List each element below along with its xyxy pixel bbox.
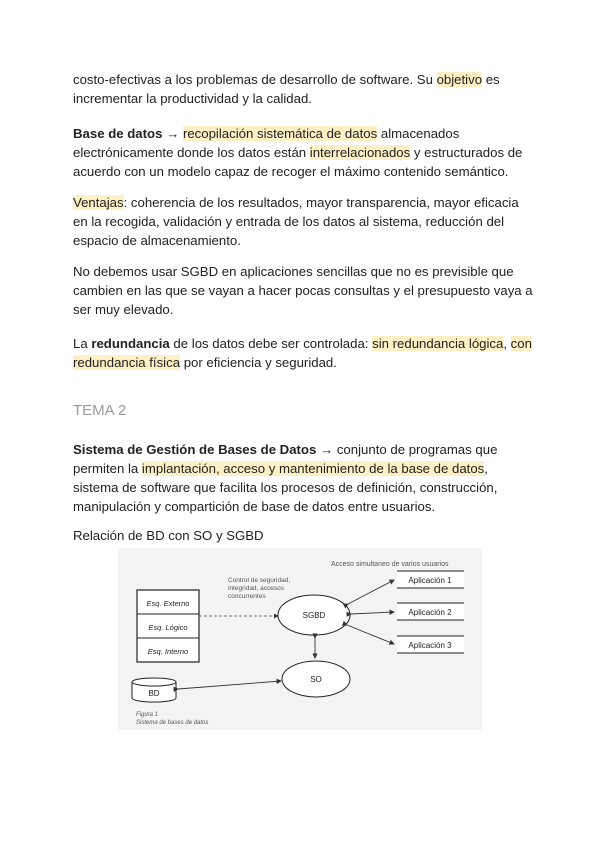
paragraph-no-usar-sgbd <box>73 262 533 319</box>
esq-logico: Esq. Lógico <box>148 623 188 632</box>
text: → conjunto de programas que permiten la <box>73 442 498 476</box>
text: de los datos debe ser controlada: <box>169 336 373 351</box>
highlight-ventajas: Ventajas <box>73 195 124 210</box>
bd-so-arrow <box>178 681 281 689</box>
bd-label: BD <box>148 689 160 698</box>
highlight-objetivo: objetivo <box>436 72 483 87</box>
arrow-text: → <box>162 126 183 141</box>
figure-diagram <box>118 548 482 730</box>
text: : coherencia de los resultados, mayor transparencia, mayor eficacia en la recogida, validación y entrada de los datos al sistema, reducción del espacio de almacenamiento. <box>73 195 519 248</box>
figure-heading: Relación de BD con SO y SGBD <box>73 528 264 543</box>
so-label: SO <box>310 675 322 684</box>
text: es incrementar la productividad y la calidad. <box>73 72 500 106</box>
term-base-de-datos: Base de datos <box>73 126 163 141</box>
text: y estructurados de acuerdo con un modelo capaz de recoger el máximo contenido semántico. <box>73 145 523 179</box>
highlight-sin-redundancia: sin redundancia lógica <box>372 336 504 351</box>
highlight-con-redundancia: con redundancia física <box>73 336 532 370</box>
caption-figura: Figura 1 <box>136 712 159 718</box>
caption-sistema: Sistema de bases de datos <box>136 720 209 726</box>
term-sgbd: Sistema de Gestión de Bases de Datos <box>73 442 317 457</box>
esq-externo: Esq. Externo <box>146 599 190 608</box>
text: , <box>503 336 511 351</box>
text: almacenados electrónicamente donde los datos están <box>73 126 460 160</box>
app2-label: Aplicación 2 <box>408 608 452 617</box>
paragraph-intro <box>73 70 533 108</box>
highlight-interrelacionados: interrelacionados <box>309 145 411 160</box>
paragraph-redundancia <box>73 334 533 372</box>
bd-cylinder-top <box>132 678 176 686</box>
text: La <box>73 336 92 351</box>
control-label-2: integridad, accesos <box>228 585 285 592</box>
access-label: Acceso simultaneo de varios usuarios <box>331 561 449 568</box>
text: , sistema de software que facilita los procesos de definición, construcción, manipulación y compartición de base de datos entre usuarios. <box>73 461 498 514</box>
diagram-svg <box>118 548 482 730</box>
app3-label: Aplicación 3 <box>408 641 452 650</box>
highlight-definition: recopilación sistemática de datos <box>182 126 378 141</box>
text: por eficiencia y seguridad. <box>180 355 337 370</box>
sgbd-label: SGBD <box>302 611 326 620</box>
esq-interno: Esq. Interno <box>147 647 189 656</box>
term-redundancia: redundancia <box>91 336 170 351</box>
sgbd-app2-arrow <box>351 612 394 614</box>
app1-label: Aplicación 1 <box>408 576 452 585</box>
highlight-implantacion: implantación, acceso y mantenimiento de la base de datos <box>141 461 485 476</box>
control-label-1: Control de seguridad, <box>228 577 291 584</box>
section-heading-tema-2: TEMA 2 <box>73 402 127 419</box>
control-label-3: concurrentes <box>228 593 266 600</box>
paragraph-ventajas <box>73 193 533 250</box>
sgbd-app3-arrow <box>347 625 394 644</box>
text: No debemos usar SGBD en aplicaciones sencillas que no es previsible que cambien en las que se vayan a hacer pocas consultas y el presupuesto vaya a ser muy elevado. <box>73 264 533 317</box>
sgbd-app1-arrow <box>348 580 394 604</box>
text: costo-efectivas a los problemas de desarrollo de software. Su <box>73 72 437 87</box>
paragraph-base-de-datos <box>73 124 533 181</box>
paragraph-sgbd <box>73 440 533 516</box>
